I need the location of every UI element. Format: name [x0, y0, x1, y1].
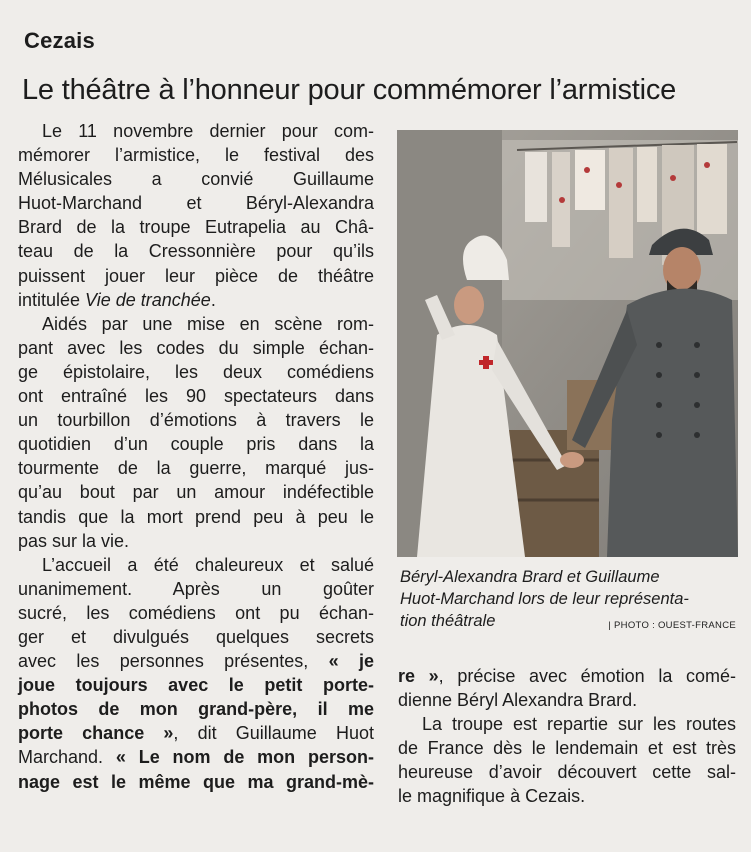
section-title: Cezais: [24, 28, 95, 53]
text-line: avec les personnes présentes, « je: [18, 651, 374, 672]
text-line: Mélusicales a convié Guillaume: [18, 169, 374, 190]
caption-line: Béryl-Alexandra Brard et Guillaume: [400, 568, 660, 586]
caption-line: tion théâtrale: [400, 612, 496, 630]
text-line: re », précise avec émotion la comé-: [398, 666, 736, 686]
text-line: dienne Béryl Alexandra Brard.: [398, 690, 638, 711]
text-line: Brard de la troupe Eutrapelia au Châ-: [18, 217, 374, 238]
photo-credit: | PHOTO : OUEST-FRANCE: [608, 620, 736, 631]
text-line: ge épistolaire, les deux comédiens: [18, 361, 374, 382]
text-line: ger et divulgués quelques secrets: [18, 626, 374, 647]
text-line: intitulée Vie de tranchée.: [18, 289, 216, 310]
text-line: Aidés par une mise en scène rom-: [42, 313, 374, 334]
text-line: puissent jouer leur pièce de théâtre: [18, 265, 374, 286]
play-title: Vie de tranchée: [85, 289, 211, 310]
text-line: Marchand. « Le nom de mon person-: [18, 747, 374, 768]
quote-bold: joue toujours avec le petit porte-: [18, 675, 374, 696]
text-line: unanimement. Après un goûter: [18, 578, 374, 599]
text-line: heureuse d’avoir découvert cette sal-: [398, 762, 736, 783]
text-line: tourmente de la guerre, marqué jus-: [18, 458, 374, 479]
text-line: pant avec les codes du simple échan-: [18, 337, 374, 358]
text-line: [18, 697, 374, 721]
text-line: mémorer l’armistice, le festival des: [18, 145, 374, 166]
text-line: un tourbillon d’émotions à travers le: [18, 410, 374, 431]
headline: Le théâtre à l’honneur pour commémorer l’armistice: [22, 74, 677, 106]
text-line: L’accueil a été chaleureux et salué: [42, 554, 374, 575]
text-line: de France dès le lendemain et est très: [398, 738, 736, 759]
text-line: sucré, les comédiens ont pu échan-: [18, 602, 374, 623]
photo-illustration: [397, 130, 738, 557]
text-line: [18, 673, 374, 697]
text-line: pas sur la vie.: [18, 530, 130, 551]
right-column: [398, 664, 736, 809]
text-line: quotidien d’un couple pris dans la: [18, 434, 374, 455]
text-line: qu’au bout par un amour indéfectible: [18, 482, 374, 503]
left-column: [18, 119, 374, 794]
article-photo: [397, 130, 738, 557]
text-line: [18, 770, 374, 794]
text-line: La troupe est repartie sur les routes: [422, 714, 736, 735]
text-line: tandis que la mort prend peu à peu le: [18, 506, 374, 527]
quote-bold: porte chance »: [18, 723, 174, 744]
quote-bold: re »: [398, 666, 439, 686]
text-line: Huot-Marchand et Béryl-Alexandra: [18, 193, 374, 214]
quote-bold: « je: [328, 651, 374, 672]
quote-bold: nage est le même que ma grand-mè-: [18, 771, 374, 792]
text-line: le magnifique à Cezais.: [398, 786, 586, 807]
caption-line: Huot-Marchand lors de leur représenta-: [400, 590, 689, 608]
text-line: ont entraîné les 90 spectateurs dans: [18, 386, 374, 407]
quote-bold: « Le nom de mon person-: [115, 747, 374, 768]
quote-bold: photos de mon grand-père, il me: [18, 699, 374, 720]
text-line: porte chance », dit Guillaume Huot: [18, 723, 375, 744]
text-line: Le 11 novembre dernier pour com-: [42, 121, 374, 141]
text-line: teau de la Cressonnière pour qu’ils: [18, 241, 374, 262]
